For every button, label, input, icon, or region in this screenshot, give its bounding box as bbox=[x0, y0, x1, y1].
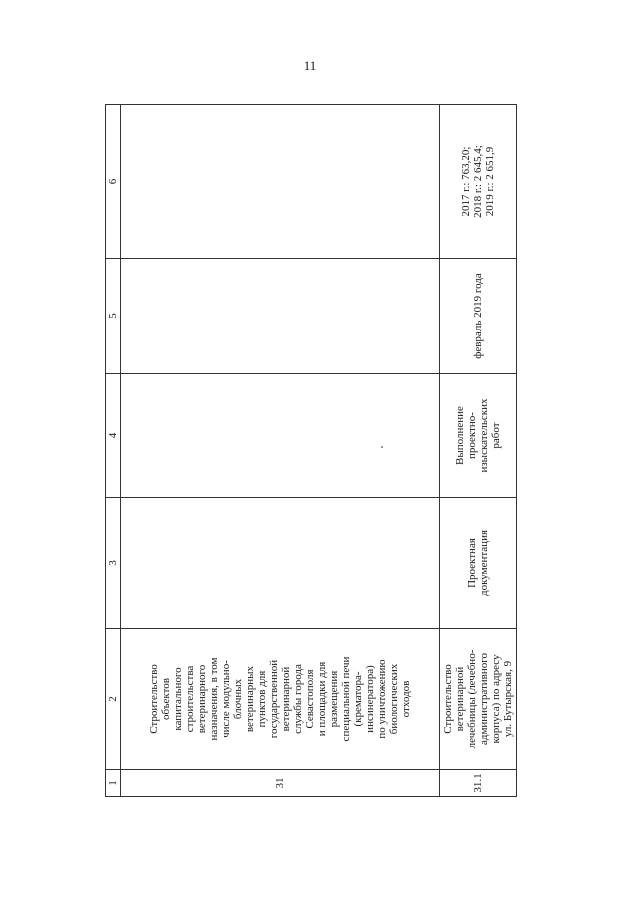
row-activity: Выполнение проектно- изыскательских работ bbox=[440, 374, 517, 498]
row-name: Строительство ветеринарной лечебницы (лечебно- административного корпуса) по адресу ул. Бутырская, 9 bbox=[440, 629, 517, 770]
header-col-1: 1 bbox=[106, 770, 121, 797]
row-number: 31.1 bbox=[440, 770, 517, 797]
table-row bbox=[440, 105, 517, 797]
row-activity bbox=[121, 374, 440, 498]
row-funding: 2017 г.: 763,20; 2018 г.: 2 645,4; 2019 г.: 2 651,9 bbox=[440, 105, 517, 259]
row-number: 31 bbox=[121, 770, 440, 797]
program-table bbox=[105, 104, 517, 797]
page-number: 11 bbox=[303, 58, 317, 73]
header-col-2: 2 bbox=[106, 629, 121, 770]
header-col-5: 5 bbox=[106, 259, 121, 374]
rotated-table-container bbox=[105, 105, 514, 797]
header-col-4: 4 bbox=[106, 374, 121, 498]
row-result bbox=[121, 498, 440, 629]
row-funding bbox=[121, 105, 440, 259]
table-row bbox=[121, 105, 440, 797]
row-deadline: февраль 2019 года bbox=[440, 259, 517, 374]
scan-speck bbox=[381, 446, 383, 448]
header-row bbox=[106, 105, 121, 797]
row-name: Строительство объектов капитального строительства ветеринарного назначения, в том числе модульно- блочных ветеринарных пунктов для государственной ветеринарной службы города Севастополя и площадки для размещения специальной печи (крематора- инсинератора) по уничтожению биологических отходов bbox=[121, 629, 440, 770]
row-deadline bbox=[121, 259, 440, 374]
header-col-3: 3 bbox=[106, 498, 121, 629]
header-col-6: 6 bbox=[106, 105, 121, 259]
row-result: Проектная документация bbox=[440, 498, 517, 629]
